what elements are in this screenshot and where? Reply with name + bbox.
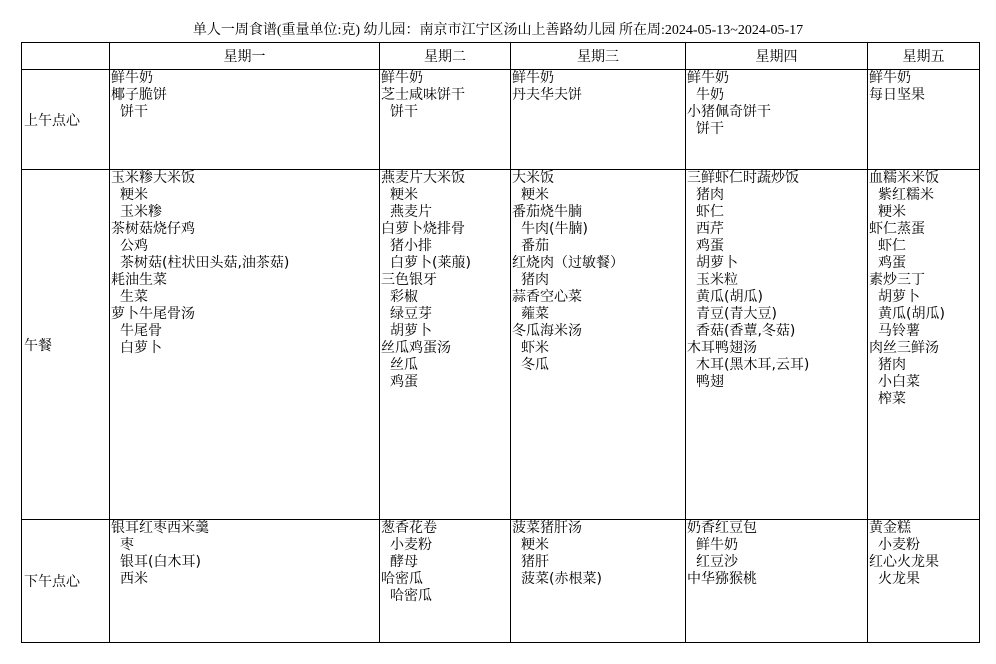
- ingredient: 枣: [120, 537, 134, 553]
- dish-name: 鲜牛奶: [512, 70, 554, 86]
- dish-name: 素炒三丁: [869, 272, 925, 288]
- menu-cell-content: [686, 520, 867, 588]
- ingredient: 牛肉(牛腩): [521, 221, 588, 237]
- day-header: 星期四: [686, 43, 868, 70]
- ingredient: 红豆沙: [696, 554, 738, 570]
- page-title: 单人一周食谱(重量单位:克) 幼儿园：南京市江宁区汤山上善路幼儿园 所在周:2024-05-13~2024-05-17: [192, 23, 804, 38]
- menu-cell: [110, 70, 380, 170]
- day-header: 星期五: [868, 43, 980, 70]
- menu-cell: [380, 70, 511, 170]
- menu-cell-content: [110, 170, 379, 357]
- dish-name: 萝卜牛尾骨汤: [111, 306, 195, 322]
- dish-name: 三色银牙: [381, 272, 437, 288]
- ingredient: 紫红糯米: [878, 187, 934, 203]
- day-header: 星期三: [511, 43, 686, 70]
- menu-cell-content: [686, 70, 867, 138]
- ingredient: 胡萝卜: [878, 289, 920, 305]
- dish-name: 玉米糁大米饭: [111, 170, 195, 186]
- ingredient: 彩椒: [390, 289, 418, 305]
- ingredient: 鸡蛋: [390, 374, 418, 390]
- menu-cell-content: [110, 520, 379, 588]
- dish-name: 血糯米米饭: [869, 170, 939, 186]
- dish-name: 葱香花卷: [381, 520, 437, 536]
- dish-name: 燕麦片大米饭: [381, 170, 465, 186]
- dish-name: 鲜牛奶: [111, 70, 153, 86]
- dish-name: 椰子脆饼: [111, 87, 167, 103]
- dish-name: 耗油生菜: [111, 272, 167, 288]
- menu-cell: [511, 70, 686, 170]
- ingredient: 生菜: [120, 289, 148, 305]
- ingredient: 猪肉: [696, 187, 724, 203]
- ingredient: 粳米: [521, 187, 549, 203]
- header-row: [22, 43, 980, 70]
- ingredient: 猪小排: [390, 238, 432, 254]
- ingredient: 鸡蛋: [696, 238, 724, 254]
- ingredient: 鸡蛋: [878, 255, 906, 271]
- menu-cell: [511, 520, 686, 643]
- menu-cell: [380, 170, 511, 520]
- menu-cell-content: [868, 520, 979, 588]
- ingredient: 公鸡: [120, 238, 148, 254]
- ingredient: 胡萝卜: [696, 255, 738, 271]
- menu-cell: [686, 170, 868, 520]
- ingredient: 胡萝卜: [390, 323, 432, 339]
- ingredient: 茶树菇(柱状田头菇,油茶菇): [120, 255, 290, 271]
- ingredient: 番茄: [521, 238, 549, 254]
- ingredient: 丝瓜: [390, 357, 418, 373]
- ingredient: 菠菜(赤根菜): [521, 571, 602, 587]
- dish-name: 中华猕猴桃: [687, 571, 757, 587]
- dish-name: 菠菜猪肝汤: [512, 520, 582, 536]
- ingredient: 西芹: [696, 221, 724, 237]
- ingredient: 黄瓜(胡瓜): [878, 306, 945, 322]
- ingredient: 饼干: [390, 104, 418, 120]
- menu-cell: [686, 70, 868, 170]
- menu-cell: [868, 170, 980, 520]
- dish-name: 茶树菇烧仔鸡: [111, 221, 195, 237]
- menu-cell-content: [511, 70, 685, 104]
- ingredient: 玉米粒: [696, 272, 738, 288]
- dish-name: 黄金糕: [869, 520, 911, 536]
- dish-name: 银耳红枣西米羹: [111, 520, 209, 536]
- day-header: 星期二: [380, 43, 511, 70]
- dish-name: 大米饭: [512, 170, 554, 186]
- dish-name: 丝瓜鸡蛋汤: [381, 340, 451, 356]
- ingredient: 粳米: [878, 204, 906, 220]
- menu-cell-content: [868, 170, 979, 408]
- ingredient: 粳米: [120, 187, 148, 203]
- menu-cell: [686, 520, 868, 643]
- dish-name: 小猪佩奇饼干: [687, 104, 771, 120]
- ingredient: 猪肉: [521, 272, 549, 288]
- dish-name: 鲜牛奶: [687, 70, 729, 86]
- ingredient: 木耳(黑木耳,云耳): [696, 357, 810, 373]
- ingredient: 粳米: [521, 537, 549, 553]
- menu-cell-content: [868, 70, 979, 104]
- ingredient: 火龙果: [878, 571, 920, 587]
- dish-name: 蒜香空心菜: [512, 289, 582, 305]
- ingredient: 鲜牛奶: [696, 537, 738, 553]
- menu-cell: [868, 520, 980, 643]
- menu-cell-content: [686, 170, 867, 391]
- ingredient: 绿豆芽: [390, 306, 432, 322]
- dish-name: 每日坚果: [869, 87, 925, 103]
- dish-name: 白萝卜烧排骨: [381, 221, 465, 237]
- ingredient: 燕麦片: [390, 204, 432, 220]
- meal-label: 上午点心: [22, 70, 110, 170]
- meal-row: [22, 170, 980, 520]
- ingredient: 猪肉: [878, 357, 906, 373]
- menu-cell-content: [511, 170, 685, 374]
- corner-cell: [22, 43, 110, 70]
- dish-name: 奶香红豆包: [687, 520, 757, 536]
- meal-row: [22, 520, 980, 643]
- meal-label: 下午点心: [22, 520, 110, 643]
- dish-name: 芝士咸味饼干: [381, 87, 465, 103]
- menu-cell-content: [380, 170, 510, 391]
- dish-name: 肉丝三鲜汤: [869, 340, 939, 356]
- ingredient: 牛尾骨: [120, 323, 162, 339]
- ingredient: 青豆(青大豆): [696, 306, 777, 322]
- ingredient: 虾米: [521, 340, 549, 356]
- dish-name: 冬瓜海米汤: [512, 323, 582, 339]
- ingredient: 小麦粉: [878, 537, 920, 553]
- dish-name: 丹夫华夫饼: [512, 87, 582, 103]
- ingredient: 榨菜: [878, 391, 906, 407]
- ingredient: 小麦粉: [390, 537, 432, 553]
- dish-name: 红心火龙果: [869, 554, 939, 570]
- menu-cell-content: [380, 70, 510, 121]
- ingredient: 饼干: [120, 104, 148, 120]
- ingredient: 哈密瓜: [390, 588, 432, 604]
- ingredient: 酵母: [390, 554, 418, 570]
- dish-name: 番茄烧牛腩: [512, 204, 582, 220]
- menu-cell-content: [511, 520, 685, 588]
- ingredient: 虾仁: [696, 204, 724, 220]
- ingredient: 玉米糁: [120, 204, 162, 220]
- ingredient: 黄瓜(胡瓜): [696, 289, 763, 305]
- ingredient: 小白菜: [878, 374, 920, 390]
- ingredient: 银耳(白木耳): [120, 554, 201, 570]
- ingredient: 蕹菜: [521, 306, 549, 322]
- ingredient: 牛奶: [696, 87, 724, 103]
- menu-cell-content: [110, 70, 379, 121]
- ingredient: 粳米: [390, 187, 418, 203]
- ingredient: 香菇(香蕈,冬菇): [696, 323, 796, 339]
- menu-cell-content: [380, 520, 510, 605]
- menu-cell: [511, 170, 686, 520]
- ingredient: 猪肝: [521, 554, 549, 570]
- menu-cell: [110, 170, 380, 520]
- dish-name: 虾仁蒸蛋: [869, 221, 925, 237]
- dish-name: 鲜牛奶: [869, 70, 911, 86]
- meal-label: 午餐: [22, 170, 110, 520]
- ingredient: 虾仁: [878, 238, 906, 254]
- meal-row: [22, 70, 980, 170]
- ingredient: 白萝卜(莱菔): [390, 255, 471, 271]
- ingredient: 马铃薯: [878, 323, 920, 339]
- ingredient: 西米: [120, 571, 148, 587]
- dish-name: 哈密瓜: [381, 571, 423, 587]
- day-header: 星期一: [110, 43, 380, 70]
- ingredient: 白萝卜: [120, 340, 162, 356]
- dish-name: 鲜牛奶: [381, 70, 423, 86]
- ingredient: 饼干: [696, 121, 724, 137]
- dish-name: 三鲜虾仁时蔬炒饭: [687, 170, 799, 186]
- ingredient: 冬瓜: [521, 357, 549, 373]
- menu-cell: [868, 70, 980, 170]
- ingredient: 鸭翅: [696, 374, 724, 390]
- weekly-menu-table: [21, 42, 980, 643]
- dish-name: 红烧肉（过敏餐）: [512, 255, 624, 271]
- dish-name: 木耳鸭翅汤: [687, 340, 757, 356]
- menu-cell: [380, 520, 511, 643]
- menu-cell: [110, 520, 380, 643]
